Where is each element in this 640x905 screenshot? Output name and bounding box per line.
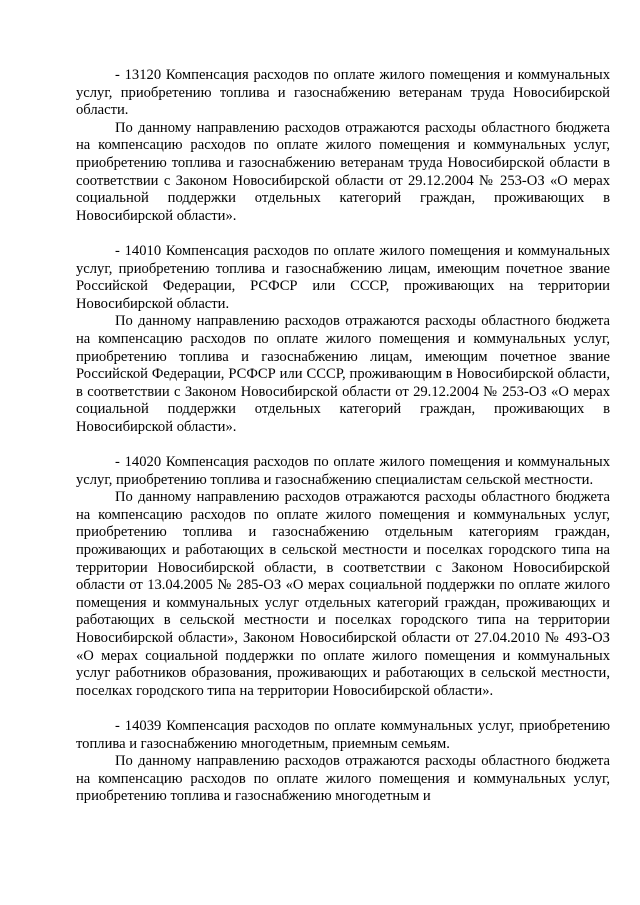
expense-item-14020: - 14020 Компенсация расходов по оплате жилого помещения и коммунальных услуг, приобретению топлива и газоснабжению специалистам сельской местности. xyxy=(76,454,610,488)
expense-description-14039: По данному направлению расходов отражаются расходы областного бюджета на компенсацию расходов по оплате жилого помещения и коммунальных услуг, приобретению топлива и газоснабжению многодетным и xyxy=(76,753,610,805)
expense-description-14020: По данному направлению расходов отражаются расходы областного бюджета на компенсацию расходов по оплате жилого помещения и коммунальных услуг, приобретению топлива и газоснабжению отдельным категориям граждан, проживающих и работающих в сельской местности и поселках городского типа на территории Новосибирской области, в соответствии с Законом Новосибирской области от 13.04.2005 № 285-ОЗ «О мерах социальной поддержки по оплате жилого помещения и коммунальных услуг отдельных категорий граждан, проживающих и работающих в сельской местности и поселках городского типа на территории Новосибирской области», Законом Новосибирской области от 27.04.2010 № 493-ОЗ «О мерах социальной поддержки по оплате жилого помещения и коммунальных услуг работников образования, проживающих и работающих в сельской местности, поселках городского типа на территории Новосибирской области». xyxy=(76,489,610,699)
paragraph-gap xyxy=(76,225,610,243)
paragraph-gap xyxy=(76,436,610,454)
expense-item-14039: - 14039 Компенсация расходов по оплате коммунальных услуг, приобретению топлива и газоснабжению многодетным, приемным семьям. xyxy=(76,717,610,752)
document-page xyxy=(76,67,610,806)
paragraph-gap xyxy=(76,700,610,718)
expense-description-14010: По данному направлению расходов отражаются расходы областного бюджета на компенсацию расходов по оплате жилого помещения и коммунальных услуг, приобретению топлива и газоснабжению лицам, имеющим почетное звание Российской Федерации, РСФСР или СССР, проживающим в Новосибирской области, в соответствии с Законом Новосибирской области от 29.12.2004 № 253-ОЗ «О мерах социальной поддержки отдельных категорий граждан, проживающих в Новосибирской области». xyxy=(76,313,610,435)
expense-item-13120: - 13120 Компенсация расходов по оплате жилого помещения и коммунальных услуг, приобретению топлива и газоснабжению ветеранам труда Новосибирской области. xyxy=(76,67,610,119)
expense-item-14010: - 14010 Компенсация расходов по оплате жилого помещения и коммунальных услуг, приобретению топлива и газоснабжению лицам, имеющим почетное звание Российской Федерации, РСФСР или СССР, проживающих на территории Новосибирской области. xyxy=(76,242,610,312)
expense-description-13120: По данному направлению расходов отражаются расходы областного бюджета на компенсацию расходов по оплате жилого помещения и коммунальных услуг, приобретению топлива и газоснабжению ветеранам труда Новосибирской области в соответствии с Законом Новосибирской области от 29.12.2004 № 253-ОЗ «О мерах социальной поддержки отдельных категорий граждан, проживающих в Новосибирской области». xyxy=(76,119,610,224)
